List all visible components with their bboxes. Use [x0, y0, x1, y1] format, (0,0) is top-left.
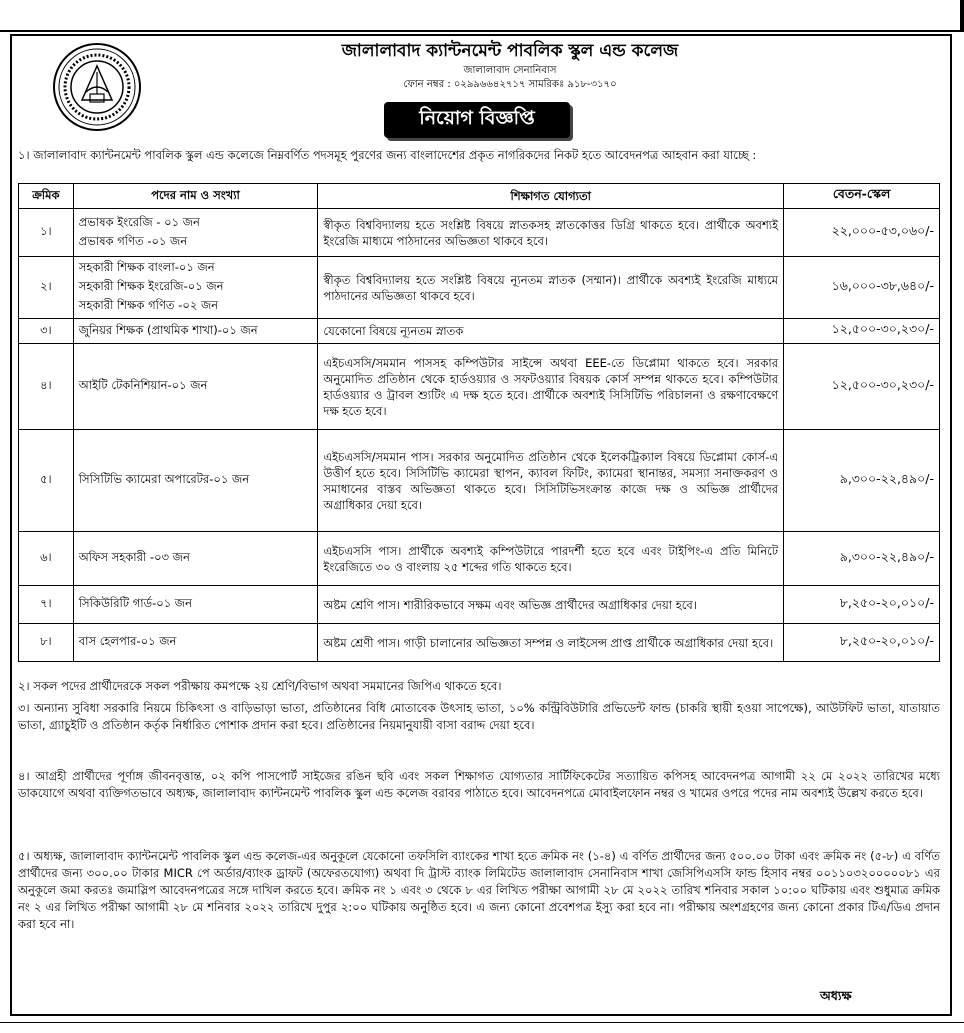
campus-name: জালালাবাদ সেনানিবাস [463, 65, 557, 76]
table-row [19, 586, 940, 624]
post-name: সহকারী শিক্ষক বাংলা-০১ জন [78, 260, 215, 274]
phone-number: ফোন নম্বর : ০২৯৯৬৬৪২৭১৭ সামরিকঃ ৯১৮-৩১৭০ [403, 79, 617, 90]
row-qualification: অষ্টম শ্রেণী পাস। গাড়ী চালানোর অভিজ্ঞতা সম্পন্ন ও লাইসেন্স প্রাপ্ত প্রার্থীকে অগ্রাধিকার দেয়া হবে। [318, 624, 784, 662]
row-qualification: স্বীকৃত বিশ্ববিদ্যালয় হতে সংশ্লিষ্ট বিষয়ে ন্যূনতম স্নাতক (সম্মান)। প্রার্থীকে অবশ্যই ইংরেজি মাধ্যমে পাঠদানের অভিজ্ঞতা থাকবে হবে। [318, 257, 784, 319]
row-qualification: অষ্টম শ্রেণি পাস। শারীরিকভাবে সক্ষম এবং অভিজ্ঞ প্রার্থীদের অগ্রাধিকার দেয়া হবে। [318, 586, 784, 624]
bottom-border [0, 1022, 964, 1023]
header-post: পদের নাম ও সংখ্যা [73, 184, 318, 209]
school-seal-logo [52, 42, 142, 132]
table-row [19, 319, 940, 344]
row-serial: ৭। [19, 586, 74, 624]
row-pay-scale: ১৬,০০০-৩৮,৬৪০/- [784, 257, 940, 319]
table-row [19, 257, 940, 319]
notice-title: নিয়োগ বিজ্ঞপ্তি [384, 102, 570, 138]
post-name: বাস হেলপার-০১ জন [78, 634, 177, 648]
paragraph-4: ৪। আগ্রহী প্রার্থীদের পূর্ণাঙ্গ জীবনবৃত্তান্ত, ০২ কপি পাসপোর্ট সাইজের রঙিন ছবি এবং সকল শিক্ষাগত যোগ্যতার সার্টিফিকেটের সত্যায়িত কপিসহ আবেদনপত্র আগামী ২২ মে ২০২২ তারিখের মধ্যে ডাকযোগে অথবা ব্যক্তিগতভাবে অধ্যক্ষ, জালালাবাদ ক্যান্টনমেন্ট পাবলিক স্কুল এন্ড কলেজ বরাবর পাঠাতে হবে। আবেদনপত্রে মোবাইলফোন নম্বর ও খামের ওপরে পদের নাম অবশ্যই উল্লেখ করতে হবে। [18, 769, 940, 800]
row-qualification: যেকোনো বিষয়ে ন্যূনতম স্নাতক [318, 319, 784, 344]
post-name: জুনিয়র শিক্ষক (প্রাথমিক শাখা)-০১ জন [78, 322, 258, 337]
signature: অধ্যক্ষ [820, 988, 852, 1003]
table-row [19, 344, 940, 430]
row-serial: ৪। [19, 344, 74, 430]
intro-paragraph: ১। জালালাবাদ ক্যান্টনমেন্ট পাবলিক স্কুল এন্ড কলেজে নিম্নবর্ণিত পদসমূহ পুরণের জন্য বাংলাদেশের প্রকৃত নাগরিকদের নিকট হতে আবেদনপত্র আহবান করা যাচ্ছে : [18, 148, 757, 162]
header-qualification: শিক্ষাগত যোগ্যতা [318, 184, 784, 209]
post-name: সহকারী শিক্ষক গণিত -০২ জন [78, 298, 219, 312]
row-qualification: স্বীকৃত বিশ্ববিদ্যালয় হতে সংশ্লিষ্ট বিষয়ে স্নাতকসহ স্নাতকোত্তর ডিগ্রি থাকতে হবে। প্রার্থীকে অবশ্যই ইংরেজি মাধ্যমে পাঠদানের অভিজ্ঞতা থাকবে হবে। [318, 209, 784, 257]
row-qualification: এইচএসসি/সমমান পাস। সরকার অনুমোদিত প্রতিষ্ঠান থেকে ইলেকট্রিক্যাল বিষয়ে ডিপ্লোমা কোর্স-এ উত্তীর্ণ হতে হবে। সিসিটিভি ক্যামেরা স্থাপন, ক্যাবল ফিটিং, ক্যামেরা স্থানান্তর, সমস্যা সনাক্তকরণ ও সমাধানের বাস্তব অভিজ্ঞতা থাকতে হবে। সিসিটিভিসংক্রান্ত কাজে দক্ষ ও অভিজ্ঞ প্রার্থীদের অগ্রাধিকার দেয়া হবে। [318, 430, 784, 532]
table-header-row [19, 184, 940, 209]
row-posts [73, 344, 318, 430]
row-serial: ৩। [19, 319, 74, 344]
row-pay-scale: ৯,৩০০-২২,৪৯০/- [784, 430, 940, 532]
row-posts [73, 586, 318, 624]
row-posts [73, 624, 318, 662]
header-pay-scale: বেতন-স্কেল [784, 184, 940, 209]
row-posts [73, 319, 318, 344]
row-serial: ১। [19, 209, 74, 257]
paragraph-3: ৩। অন্যান্য সুবিধা সরকারি নিয়মে চিকিৎসা ও বাড়িভাড়া ভাতা, প্রতিষ্ঠানের বিধি মোতাবেক উৎসাহ ভাতা, ১০% কন্ট্রিবিউটারি প্রভিডেন্ট ফান্ড (চাকরি স্থায়ী হওয়া সাপেক্ষে), আউটফিট ভাতা, যাতায়াত ভাতা, গ্র্যাচুইটি ও প্রতিষ্ঠান কর্তৃক নির্ধারিত পোশাক প্রদান করা হবে। প্রতিষ্ঠানের নিয়মানুযায়ী বাসা বরাদ্দ দেয়া হবে। [18, 701, 940, 732]
row-pay-scale: ৮,২৫০-২০,০১০/- [784, 624, 940, 662]
post-name: অফিস সহকারী -০৩ জন [78, 550, 190, 564]
row-pay-scale: ৯,৩০০-২২,৪৯০/- [784, 532, 940, 586]
header-serial: ক্রমিক [19, 184, 74, 209]
top-border [0, 0, 964, 32]
row-posts [73, 257, 318, 319]
letterhead [200, 40, 820, 92]
post-name: প্রভাষক ইংরেজি - ০১ জন [78, 214, 200, 229]
post-name: প্রভাষক গণিত -০১ জন [78, 233, 188, 248]
row-qualification: এইচএসসি পাস। প্রার্থীকে অবশ্যই কম্পিউটারে পারদর্শী হতে হবে এবং টাইপিং-এ প্রতি মিনিটে ইংরেজিতে ৩০ ও বাংলায় ২৫ শব্দের গতি থাকতে হবে। [318, 532, 784, 586]
row-pay-scale: ১২,৫০০-৩০,২৩০/- [784, 344, 940, 430]
table-row [19, 532, 940, 586]
posts-table [18, 183, 940, 662]
paragraph-2: ২। সকল পদের প্রার্থীদেরকে সকল পরীক্ষায় কমপক্ষে ২য় শ্রেণি/বিভাগ অথবা সমমানের জিপিএ থাকতে হবে। [18, 679, 502, 693]
paragraph-5: ৫। অধ্যক্ষ, জালালাবাদ ক্যান্টনমেন্ট পাবলিক স্কুল এন্ড কলেজ-এর অনুকূলে যেকোনো তফসিলি ব্যাংকের শাখা হতে ক্রমিক নং (১-৪) এ বর্ণিত প্রার্থীদের জন্য ৫০০.০০ টাকা এবং ক্রমিক নং (৫-৮) এ বর্ণিত প্রার্থীদের জন্য ৩০০.০০ টাকার MICR পে অর্ডার/ব্যাংক ড্রাফট (অফেরতযোগ্য) অথবা দি ট্রাস্ট ব্যাংক লিমিটেড জালালাবাদ সেনানিবাস শাখা জেসিপিএসসি ফান্ড হিসাব নম্বর ০০১১০৩২০০০০০৮১ এর অনুকূলে জমা করতঃ জমাস্লিপ আবেদনপত্রের সঙ্গে দাখিল করতে হবে। ক্রমিক নং ১ এবং ৩ থেকে ৮ এর লিখিত পরীক্ষা আগামী ২৮ মে ২০২২ তারিখ শনিবার সকাল ১০:০০ ঘটিকায় এবং শুধুমাত্র ক্রমিক নং ২ এর লিখিত পরীক্ষা আগামী ২৮ মে শনিবার ২০২২ তারিখে দুপুর ২:০০ ঘটিকায় অনুষ্ঠিত হবে। এ জন্য কোনো প্রবেশপত্র ইস্যু করা হবে না। পরীক্ষায় অংশগ্রহণের জন্য কোনো প্রকার টিএ/ডিএ প্রদান করা হবে না। [18, 849, 940, 931]
row-pay-scale: ২২,০০০-৫৩,০৬০/- [784, 209, 940, 257]
row-serial: ৮। [19, 624, 74, 662]
row-serial: ২। [19, 257, 74, 319]
table-row [19, 209, 940, 257]
post-name: সিসিটিভি ক্যামেরা অপারেটর-০১ জন [78, 472, 250, 486]
row-serial: ৫। [19, 430, 74, 532]
row-pay-scale: ৮,২৫০-২০,০১০/- [784, 586, 940, 624]
post-name: সিকিউরিটি গার্ড-০১ জন [78, 596, 192, 610]
row-posts [73, 209, 318, 257]
row-posts [73, 430, 318, 532]
post-name: আইটি টেকনিশিয়ান-০১ জন [78, 378, 208, 392]
corner-mark [960, 0, 964, 30]
row-posts [73, 532, 318, 586]
table-row [19, 624, 940, 662]
row-pay-scale: ১২,৫০০-৩০,২৩০/- [784, 319, 940, 344]
row-qualification: এইচএসসি/সমমান পাসসহ কম্পিউটার সাইন্সে অথবা EEE-তে ডিপ্লোমা থাকতে হবে। সরকার অনুমোদিত প্রতিষ্ঠান থেকে হার্ডওয়্যার ও সফটওয়্যার বিষয়ক কোর্স সম্পন্ন থাকতে হবে। কম্পিউটার হার্ডওয়্যার ও ট্রাবল শ্যুটিং এ দক্ষ হতে হবে। প্রার্থীকে অবশ্যই সিসিটিভি পরিচালনা ও রক্ষণাবেক্ষণে দক্ষ হতে হবে। [318, 344, 784, 430]
school-name: জালালাবাদ ক্যান্টনমেন্ট পাবলিক স্কুল এন্ড কলেজ [341, 41, 679, 61]
table-row [19, 430, 940, 532]
row-serial: ৬। [19, 532, 74, 586]
post-name: সহকারী শিক্ষক ইংরেজি-০১ জন [78, 279, 224, 293]
